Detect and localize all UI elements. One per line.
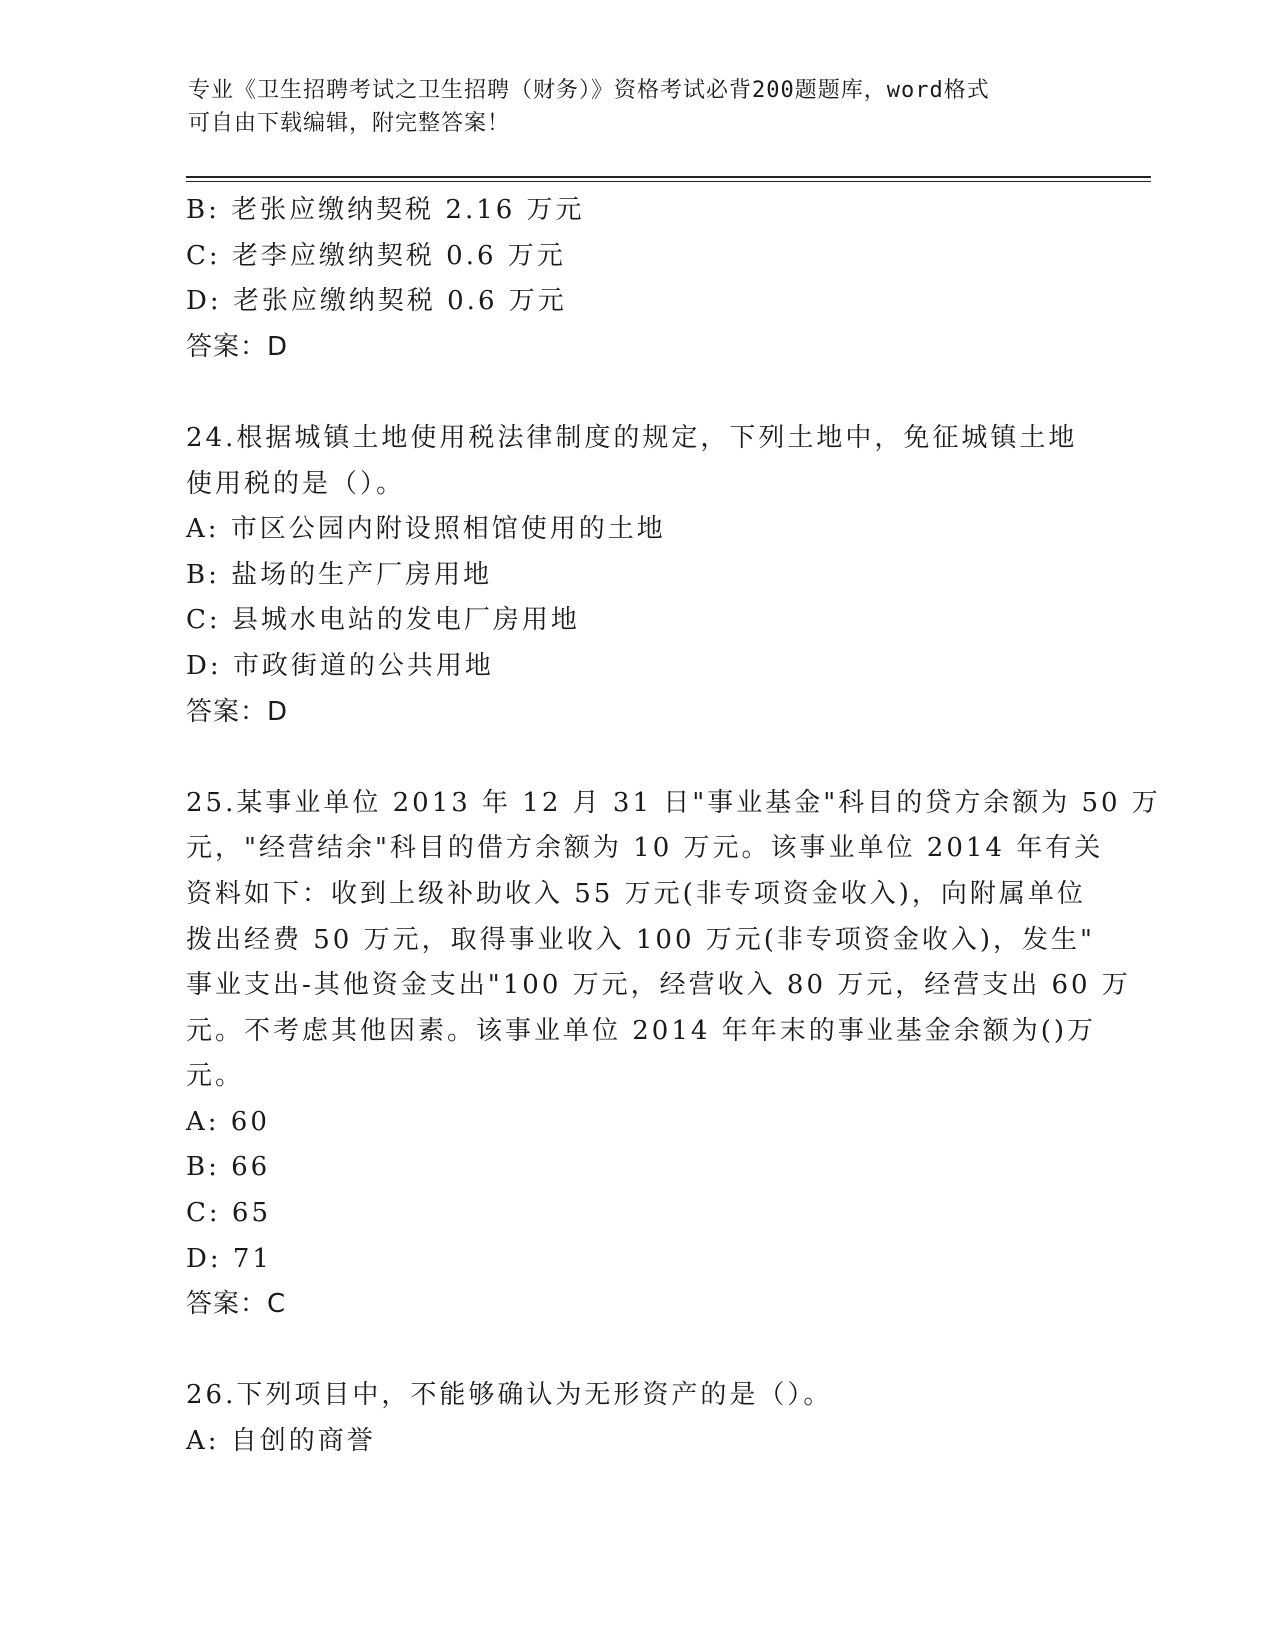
answer-line: 答案：D [186, 331, 289, 362]
question-24 [186, 416, 1086, 735]
question-stem-line: 25.某事业单位 2013 年 12 月 31 日"事业基金"科目的贷方余额为 50 万 [186, 787, 1161, 818]
question-stem-line: 24.根据城镇土地使用税法律制度的规定，下列土地中，免征城镇土地 [186, 422, 1078, 453]
answer-line: 答案：C [186, 1289, 287, 1320]
option-d: D: 市政街道的公共用地 [186, 650, 494, 681]
question-25 [186, 781, 1161, 1328]
question-stem-line: 26.下列项目中，不能够确认为无形资产的是（）。 [186, 1380, 833, 1411]
document-header [188, 74, 1068, 140]
header-line-1: 专业《卫生招聘考试之卫生招聘（财务）》资格考试必背200题题库，word格式 [188, 78, 990, 103]
question-stem-line: 事业支出-其他资金支出"100 万元，经营收入 80 万元，经营支出 60 万 [186, 970, 1131, 1001]
header-line-2: 可自由下载编辑，附完整答案！ [188, 111, 511, 136]
option-b: B: 66 [186, 1152, 271, 1183]
question-stem-line: 元，"经营结余"科目的借方余额为 10 万元。该事业单位 2014 年有关 [186, 833, 1104, 864]
question-stem-line: 资料如下：收到上级补助收入 55 万元(非专项资金收入)，向附属单位 [186, 878, 1086, 909]
option-d: D: 71 [186, 1243, 272, 1274]
header-divider [186, 176, 1151, 182]
option-a: A: 市区公园内附设照相馆使用的土地 [186, 514, 666, 545]
question-stem-line: 元。 [186, 1061, 245, 1092]
question-stem-line: 拨出经费 50 万元，取得事业收入 100 万元(非专项资金收入)，发生" [186, 924, 1096, 955]
spacer [186, 370, 1086, 416]
option-a: A: 自创的商誉 [186, 1426, 376, 1457]
spacer [186, 735, 1086, 781]
spacer [186, 1328, 1086, 1374]
question-23-tail [186, 188, 1086, 370]
option-a: A: 60 [186, 1106, 270, 1137]
question-stem-line: 使用税的是（）。 [186, 468, 406, 499]
question-26 [186, 1373, 1086, 1464]
option-b: B: 老张应缴纳契税 2.16 万元 [186, 195, 585, 225]
option-c: C: 县城水电站的发电厂房用地 [186, 605, 580, 636]
question-stem-line: 元。不考虑其他因素。该事业单位 2014 年年末的事业基金余额为()万 [186, 1015, 1096, 1046]
option-c: C: 老李应缴纳契税 0.6 万元 [186, 240, 566, 271]
answer-line: 答案：D [186, 696, 289, 727]
option-d: D: 老张应缴纳契税 0.6 万元 [186, 286, 567, 317]
document-body [186, 188, 1161, 1465]
option-c: C: 65 [186, 1198, 272, 1229]
option-b: B: 盐场的生产厂房用地 [186, 559, 493, 590]
